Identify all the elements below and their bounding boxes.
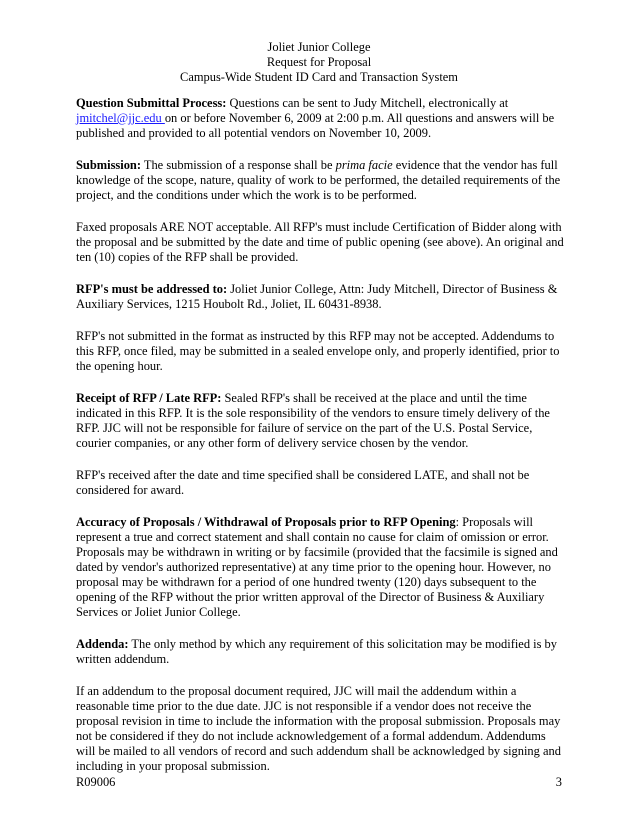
email-link[interactable]: jmitchel@jjc.edu (76, 111, 165, 125)
addendum-mail-paragraph: If an addendum to the proposal document required, JJC will mail the addendum within a reasonable time prior to the due date. JJC is not responsible if a vendor does not receive the proposal revision in time to include the information with the proposal submission. Proposals may not be considered if they do not include acknowledgement of a formal addendum. Addendums will be mailed to all vendors of record and such addendum shall be acknowledged by signing and including in your proposal submission. (76, 684, 561, 773)
addenda-text: The only method by which any requirement of this solicitation may be modified is by written addendum. (76, 637, 557, 666)
late-paragraph: RFP's received after the date and time specified shall be considered LATE, and shall not be considered for award. (76, 468, 530, 497)
submission-paragraph (76, 158, 566, 203)
question-text-after: on or before November 6, 2009 at 2:00 p.m. All questions and answers will be published and provided to all potential vendors on November 10, 2009. (76, 111, 555, 140)
college-name: Joliet Junior College (267, 40, 371, 54)
receipt-heading: Receipt of RFP / Late RFP: (76, 391, 222, 405)
accuracy-text: : Proposals will represent a true and correct statement and shall contain no cause for claim of omission or error. Proposals may be withdrawn in writing or by facsimile (provided that the facsimile is signed and dated by vendor's authorized representative) at any time prior to the opening hour. However, no proposal may be withdrawn for a period of one hundred twenty (120) days subsequent to the opening of the RFP without the prior written approval of the Director of Business & Auxiliary Services or Joliet Junior College. (76, 515, 558, 619)
addenda-heading: Addenda: (76, 637, 129, 651)
submission-heading: Submission: (76, 158, 141, 172)
document-title: Campus-Wide Student ID Card and Transaction System (180, 70, 458, 84)
format-paragraph: RFP's not submitted in the format as instructed by this RFP may not be accepted. Addendums to this RFP, once filed, may be submitted in a sealed envelope only, and properly identified, prior to the opening hour. (76, 329, 560, 373)
receipt-paragraph (76, 391, 566, 451)
submission-text-before: The submission of a response shall be (140, 158, 336, 172)
question-paragraph (76, 96, 566, 141)
address-heading: RFP's must be addressed to: (76, 282, 228, 296)
accuracy-paragraph (76, 515, 566, 620)
question-heading: Question Submittal Process: (76, 96, 227, 110)
address-text: Joliet Junior College, Attn: Judy Mitchell, Director of Business & Auxiliary Services, 1215 Houbolt Rd., Joliet, IL 60431-8938. (76, 282, 558, 311)
submission-italic: prima facie (335, 158, 393, 172)
page-number: 3 (555, 775, 562, 789)
document-code: R09006 (76, 775, 116, 789)
document-type: Request for Proposal (266, 55, 372, 69)
submission-text-after: evidence that the vendor has full knowledge of the scope, nature, quality of work to be performed, the detailed requirements of the project, and the conditions under which the work is to be performed. (76, 158, 561, 202)
document-body (76, 96, 566, 791)
address-paragraph (76, 282, 566, 312)
addenda-paragraph (76, 637, 566, 667)
question-text-before: Questions can be sent to Judy Mitchell, electronically at (226, 96, 509, 110)
document-header (0, 40, 638, 85)
faxed-paragraph: Faxed proposals ARE NOT acceptable. All RFP's must include Certification of Bidder along with the proposal and be submitted by the date and time of public opening (see above). An original and ten (10) copies of the RFP shall be provided. (76, 220, 564, 264)
accuracy-heading: Accuracy of Proposals / Withdrawal of Proposals prior to RFP Opening (76, 515, 456, 529)
receipt-text: Sealed RFP's shall be received at the place and until the time indicated in this RFP. It is the sole responsibility of the vendors to ensure timely delivery of the RFP. JJC will not be responsible for failure of service on the part of the U.S. Postal Service, courier companies, or any other form of delivery service chosen by the vendor. (76, 391, 550, 450)
